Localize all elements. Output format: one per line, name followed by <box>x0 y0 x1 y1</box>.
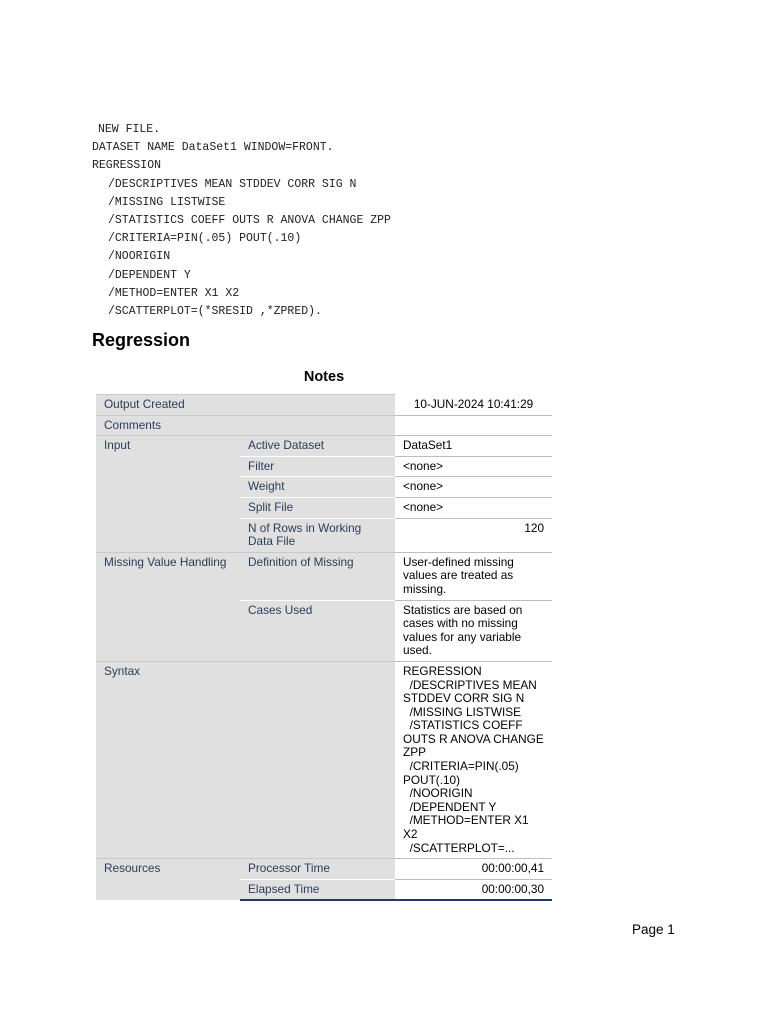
active-dataset-label: Active Dataset <box>240 436 395 457</box>
output-created-label: Output Created <box>96 395 395 416</box>
notes-table <box>96 394 552 901</box>
weight-value: <none> <box>395 477 552 498</box>
missing-value-handling-label: Missing Value Handling <box>96 552 240 661</box>
active-dataset-value: DataSet1 <box>395 436 552 457</box>
split-file-label: Split File <box>240 497 395 518</box>
table-row <box>96 552 552 600</box>
syntax-block <box>92 121 391 321</box>
n-rows-value: 120 <box>395 518 552 552</box>
syntax-line: /DESCRIPTIVES MEAN STDDEV CORR SIG N <box>108 177 357 191</box>
section-title: Regression <box>92 330 191 350</box>
syntax-line: /SCATTERPLOT=(*SRESID ,*ZPRED). <box>108 305 322 319</box>
page-number: Page 1 <box>632 922 675 937</box>
processor-time-label: Processor Time <box>240 859 395 880</box>
input-label: Input <box>96 436 240 553</box>
definition-of-missing-label: Definition of Missing <box>240 552 395 600</box>
syntax-line: /STATISTICS COEFF OUTS R ANOVA CHANGE ZPP <box>108 214 391 228</box>
split-file-value: <none> <box>395 497 552 518</box>
table-row <box>96 436 552 457</box>
syntax-value: REGRESSION /DESCRIPTIVES MEAN STDDEV CORR SIG N /MISSING LISTWISE /STATISTICS COEFF OUTS R ANOVA CHANGE ZPP /CRITERIA=PIN(.05) POUT(.10) /NOORIGIN /DEPENDENT Y /METHOD=ENTER X1 X2 /SCATTERPLOT=... <box>395 661 552 858</box>
resources-label: Resources <box>96 859 240 901</box>
syntax-line: /NOORIGIN <box>108 250 171 264</box>
syntax-line: DATASET NAME DataSet1 WINDOW=FRONT. <box>92 141 334 155</box>
cases-used-value: Statistics are based on cases with no missing values for any variable used. <box>395 600 552 661</box>
definition-of-missing-value: User-defined missing values are treated as missing. <box>395 552 552 600</box>
comments-value <box>395 415 552 436</box>
weight-label: Weight <box>240 477 395 498</box>
elapsed-time-label: Elapsed Time <box>240 879 395 900</box>
syntax-line: /MISSING LISTWISE <box>108 195 226 209</box>
table-row <box>96 395 552 416</box>
elapsed-time-value: 00:00:00,30 <box>395 879 552 900</box>
syntax-label: Syntax <box>96 661 395 858</box>
table-row <box>96 415 552 436</box>
cases-used-label: Cases Used <box>240 600 395 661</box>
syntax-line: /DEPENDENT Y <box>108 268 191 282</box>
syntax-line: REGRESSION <box>92 159 162 173</box>
output-created-value: 10-JUN-2024 10:41:29 <box>395 395 552 416</box>
table-row <box>96 859 552 880</box>
syntax-line: /CRITERIA=PIN(.05) POUT(.10) <box>108 232 302 246</box>
filter-value: <none> <box>395 456 552 477</box>
syntax-line: NEW FILE. <box>98 123 161 136</box>
filter-label: Filter <box>240 456 395 477</box>
notes-table-caption: Notes <box>303 369 345 385</box>
processor-time-value: 00:00:00,41 <box>395 859 552 880</box>
syntax-line: /METHOD=ENTER X1 X2 <box>108 286 240 300</box>
table-row <box>96 661 552 858</box>
n-rows-label: N of Rows in Working Data File <box>240 518 395 552</box>
comments-label: Comments <box>96 415 395 436</box>
